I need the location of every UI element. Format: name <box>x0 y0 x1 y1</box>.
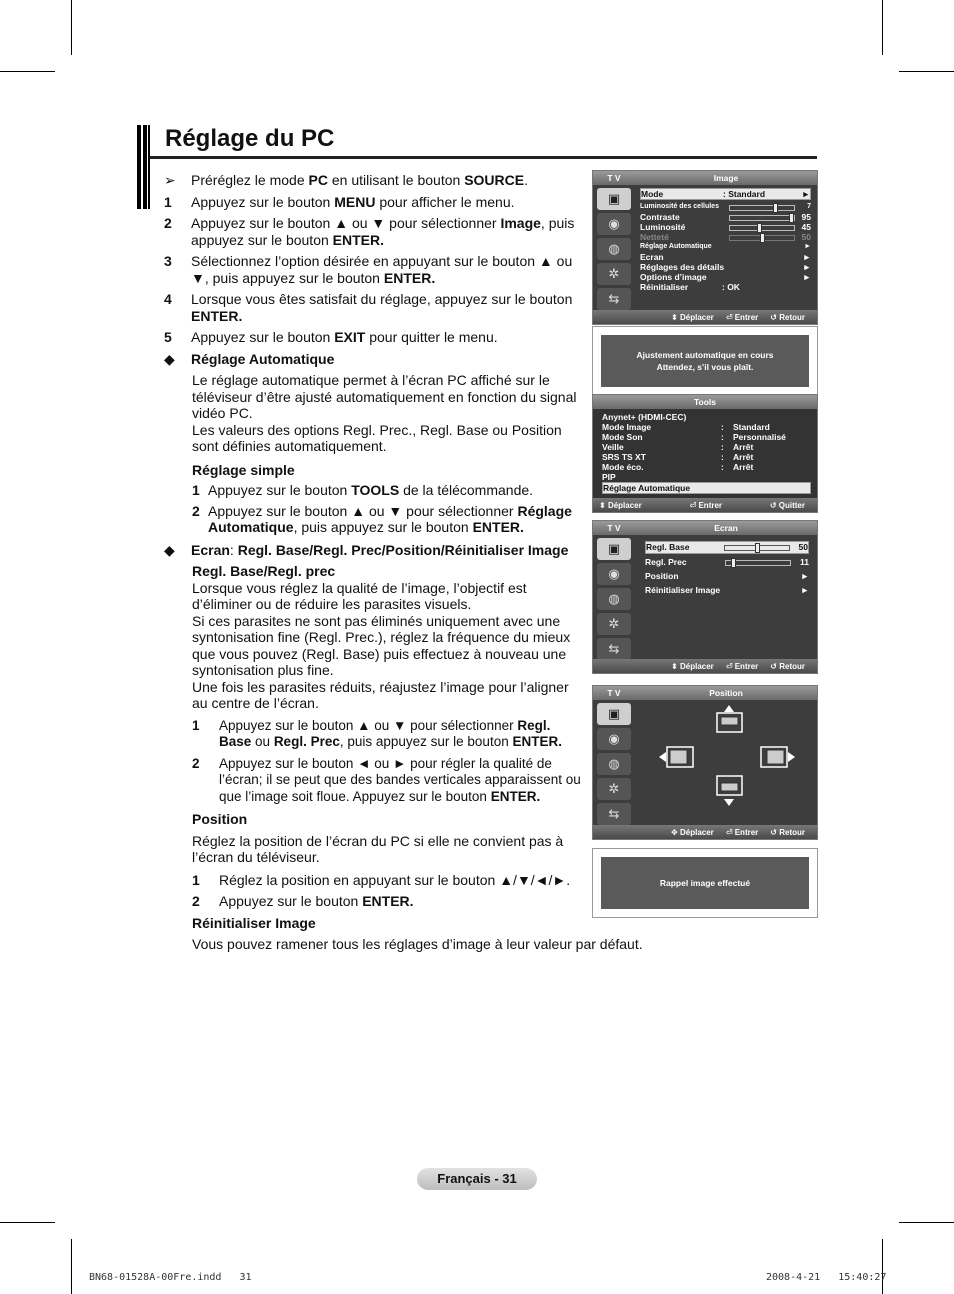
arrow-right-icon[interactable] <box>788 752 795 762</box>
move-hint: ⬍ Déplacer <box>599 500 642 510</box>
return-hint: ↺ Retour <box>770 312 805 322</box>
arrow-down-icon[interactable] <box>724 799 734 806</box>
enter-hint: ⏎ Entrer <box>725 312 759 322</box>
sound-icon: ◉ <box>597 563 631 585</box>
auto-step-1: 1 Appuyez sur le bouton TOOLS de la télécommande. <box>192 482 534 498</box>
step-2: 2 Appuyez sur le bouton ▲ ou ▼ pour sélectionner Image, puis appuyez sur le bouton ENTER. <box>164 215 575 248</box>
enter-hint: ⏎ Entrer <box>725 661 759 671</box>
step-3: 3 Sélectionnez l’option désirée en appuyant sur le bouton ▲ ou ▼, puis appuyez sur le bouton ENTER. <box>164 253 573 286</box>
ecran-step-2: 2 Appuyez sur le bouton ◄ ou ► pour régler la qualité de l’écran; il se peut que des bandes verticales apparaissent ou que l’image soit floue. Appuyez sur le bouton ENTER. <box>192 755 581 804</box>
diamond-icon: ◆ <box>164 350 175 367</box>
intro-step: ➢ Préréglez le mode PC en utilisant le bouton SOURCE. <box>164 172 528 188</box>
position-diagram <box>637 701 815 825</box>
page-title: Réglage du PC <box>165 125 335 152</box>
crop-mark <box>882 0 883 55</box>
instructions: ➢ Préréglez le mode PC en utilisant le bouton SOURCE. 1 Appuyez sur le bouton MENU pour afficher le menu. 2 Appuyez sur le bouton ▲ ou ▼ pour sélectionner Image, puis appuyez sur le bouton ENTER. 3 Sélectionnez l’option désirée en appuyant sur le bouton ▲ ou ▼, puis appuyez sur le bouton ENTER. 4 Lorsque vous êtes satisfait du réglage, appuyez sur le bouton ENTER. 5 Appuyez sur le bouton EXIT pour quitter le menu. ◆ Réglage Automatique Le réglage automatique permet à l’écran PC affiché sur le téléviseur d’être ajusté automatiquement en fonction du signal vidéo PC. Les valeurs des options Regl. Prec., Regl. Base ou Position sont définies automatiquement. Réglage simple 1 Appuyez sur le bouton TOOLS de la télécommande. 2 Appuyez sur le bouton ▲ ou ▼ pour sélectionner Réglage Automatique, puis appuyez sur le bouton ENTER. ◆ Ecran: Regl. Base/Regl. Prec/Position/Réinitialiser Image Regl. Base/Regl. prec Lorsque vous réglez la qualité de l’image, l’objectif est d’éliminer ou de réduire les parasites visuels. Si ces parasites ne sont pas éliminés uniquement avec une syntonisation fine (Regl. Prec.), réglez la fréquence du mieux que vous pouvez (Regl. Base) puis effectuez à nouveau une syntonisation plus fine. Une fois les parasites réduits, réajustez l’image pour l’aligner au centre de l’écran. 1 Appuyez sur le bouton ▲ ou ▼ pour sélectionner Regl. Base ou Regl. Prec, puis appuyez sur le bouton ENTER. 2 Appuyez sur le bouton ◄ ou ► pour régler la qualité de l’écran; il se peut que des bandes verticales apparaissent ou que l’image soit floue. Appuyez sur le bouton ENTER. Position Réglez la position de l’écran du PC si elle ne convient pas à l’écran du téléviseur. 1 Réglez la position en appuyant sur le bouton ▲/▼/◄/►. 2 Appuyez sur le bouton ENTER. Réinitialiser Image Vous pouvez ramener tous les réglages d’image à leur valeur par défaut. <box>164 172 643 952</box>
crop-mark <box>71 1239 72 1294</box>
menu-item-auto-adjust[interactable]: Réglage Automatique <box>602 482 811 494</box>
slider-knob <box>773 203 778 213</box>
auto-adjust-message: Ajustement automatique en cours Attendez, s’il vous plaît. <box>592 326 818 396</box>
slug-left: BN68-01528A-00Fre.indd 31 <box>89 1272 252 1283</box>
osd-image-menu: T V Image ▣ ◉ ◍ ✲ ⇆ Mode : Standard ► Luminosité des cellules 7 Contraste 95 Luminosité 45 Netteté 50 Réglage Automatique ► Ecran ► Réglages des détails ► Options d’image ► Réinitialiser : OK ⬍ Déplacer ⏎ Entrer ↺ Retour <box>592 170 818 325</box>
channel-icon: ◍ <box>597 238 631 260</box>
diamond-icon: ◆ <box>164 541 175 558</box>
osd-ecran-menu: T V Ecran ▣ ◉ ◍ ✲ ⇆ Regl. Base 50 Regl. Prec 11 Position ► Réinitialiser Image ► ⬍ Déplacer ⏎ Entrer ↺ Retour <box>592 520 818 674</box>
menu-item-mode[interactable]: Mode : Standard ► <box>641 189 810 199</box>
osd-position-menu: T V Position ▣ ◉ ◍ ✲ ⇆ ✥ Déplacer ⏎ Entrer ↺ Retour <box>592 685 818 840</box>
ecran-step-1: 1 Appuyez sur le bouton ▲ ou ▼ pour sélectionner Regl. Base ou Regl. Prec, puis appuyez sur le bouton ENTER. <box>192 717 562 749</box>
picture-icon: ▣ <box>597 703 631 725</box>
input-icon: ⇆ <box>597 803 631 825</box>
channel-icon: ◍ <box>597 588 631 610</box>
crop-mark <box>899 71 954 72</box>
auto-heading: ◆ Réglage Automatique <box>164 350 335 367</box>
slider-knob <box>755 543 760 553</box>
step-5: 5 Appuyez sur le bouton EXIT pour quitter le menu. <box>164 329 498 345</box>
menu-item-regl-base[interactable]: Regl. Base 50 <box>646 542 808 552</box>
move-hint: ⬍ Déplacer <box>671 312 714 322</box>
setup-icon: ✲ <box>597 778 631 800</box>
sound-icon: ◉ <box>597 213 631 235</box>
title-bar <box>137 125 141 209</box>
slider-knob <box>731 558 736 568</box>
reset-image-message: Rappel image effectué <box>592 848 818 918</box>
crop-mark <box>899 1222 954 1223</box>
arrow-up-icon[interactable] <box>724 705 734 712</box>
return-hint: ↺ Retour <box>770 827 805 837</box>
position-step-1: 1 Réglez la position en appuyant sur le bouton ▲/▼/◄/►. <box>192 871 571 888</box>
enter-hint: ⏎ Entrer <box>689 500 723 510</box>
step-4: 4 Lorsque vous êtes satisfait du réglage, appuyez sur le bouton ENTER. <box>164 291 573 324</box>
slider-knob <box>789 213 794 223</box>
move-hint: ✥ Déplacer <box>671 827 714 837</box>
arrow-icon: ➢ <box>164 172 176 188</box>
picture-icon: ▣ <box>597 538 631 560</box>
crop-mark <box>0 71 55 72</box>
sound-icon: ◉ <box>597 728 631 750</box>
title-block <box>137 125 817 159</box>
return-hint: ↺ Retour <box>770 661 805 671</box>
crop-mark <box>71 0 72 55</box>
auto-step-2: 2 Appuyez sur le bouton ▲ ou ▼ pour sélectionner Réglage Automatique, puis appuyez sur le bouton ENTER. <box>192 502 572 535</box>
input-icon: ⇆ <box>597 288 631 310</box>
osd-tools-menu: Tools Anynet+ (HDMI-CEC) Mode Image : Standard Mode Son : Personnalisé Veille : Arrêt SRS TS XT : Arrêt Mode éco. : Arrêt PIP Réglage Automatique ⬍ Déplacer ⏎ Entrer ↺ Quitter <box>592 394 818 513</box>
channel-icon: ◍ <box>597 753 631 775</box>
crop-mark <box>882 1239 883 1294</box>
title-bar <box>143 125 147 209</box>
setup-icon: ✲ <box>597 263 631 285</box>
move-hint: ⬍ Déplacer <box>671 661 714 671</box>
setup-icon: ✲ <box>597 613 631 635</box>
title-bar <box>148 125 150 209</box>
slider-knob <box>760 233 765 243</box>
picture-icon: ▣ <box>597 188 631 210</box>
slug-right: 2008-4-21 15:40:27 <box>766 1272 887 1283</box>
position-step-2: 2 Appuyez sur le bouton ENTER. <box>192 893 414 909</box>
page-number: Français - 31 <box>417 1168 537 1190</box>
arrow-left-icon[interactable] <box>659 752 666 762</box>
quit-hint: ↺ Quitter <box>769 500 805 510</box>
step-1: 1 Appuyez sur le bouton MENU pour afficher le menu. <box>164 193 515 210</box>
slider-knob <box>757 223 762 233</box>
title-rule <box>150 156 817 159</box>
crop-mark <box>0 1222 55 1223</box>
ecran-heading: ◆ Ecran: Regl. Base/Regl. Prec/Position/Réinitialiser Image <box>164 541 569 558</box>
input-icon: ⇆ <box>597 638 631 660</box>
enter-hint: ⏎ Entrer <box>725 827 759 837</box>
